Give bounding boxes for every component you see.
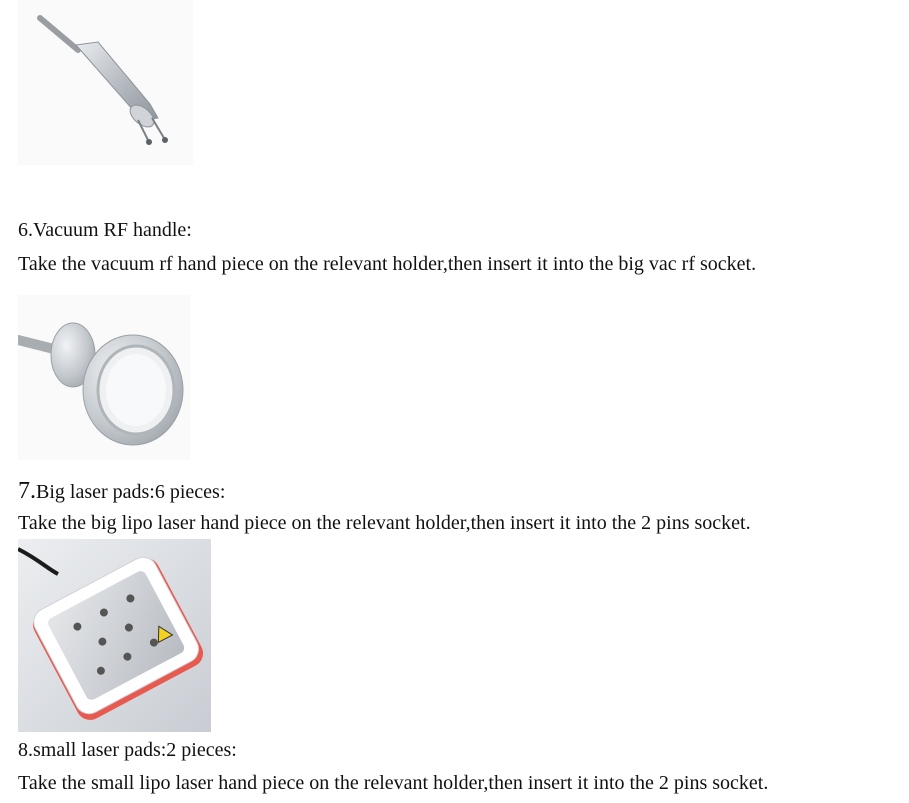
section-body-small-laser: Take the small lipo laser hand piece on the relevant holder,then insert it into the 2 pins socket. <box>18 772 769 794</box>
section-heading-small-laser: 8.small laser pads:2 pieces: <box>18 739 237 761</box>
section-heading-vacuum-rf: 6.Vacuum RF handle: <box>18 219 192 241</box>
section-body-vacuum-rf: Take the vacuum rf hand piece on the relevant holder,then insert it into the big vac rf socket. <box>18 253 757 275</box>
section-number: 7. <box>18 478 36 504</box>
section-heading-big-laser <box>18 479 225 504</box>
section-heading-text: Big laser pads:6 pieces: <box>36 481 226 503</box>
rf-pen-handle-photo <box>18 0 193 165</box>
section-body-big-laser: Take the big lipo laser hand piece on the relevant holder,then insert it into the 2 pins socket. <box>18 512 751 534</box>
vacuum-rf-handle-photo <box>18 295 190 460</box>
big-laser-pad-photo <box>18 539 211 732</box>
